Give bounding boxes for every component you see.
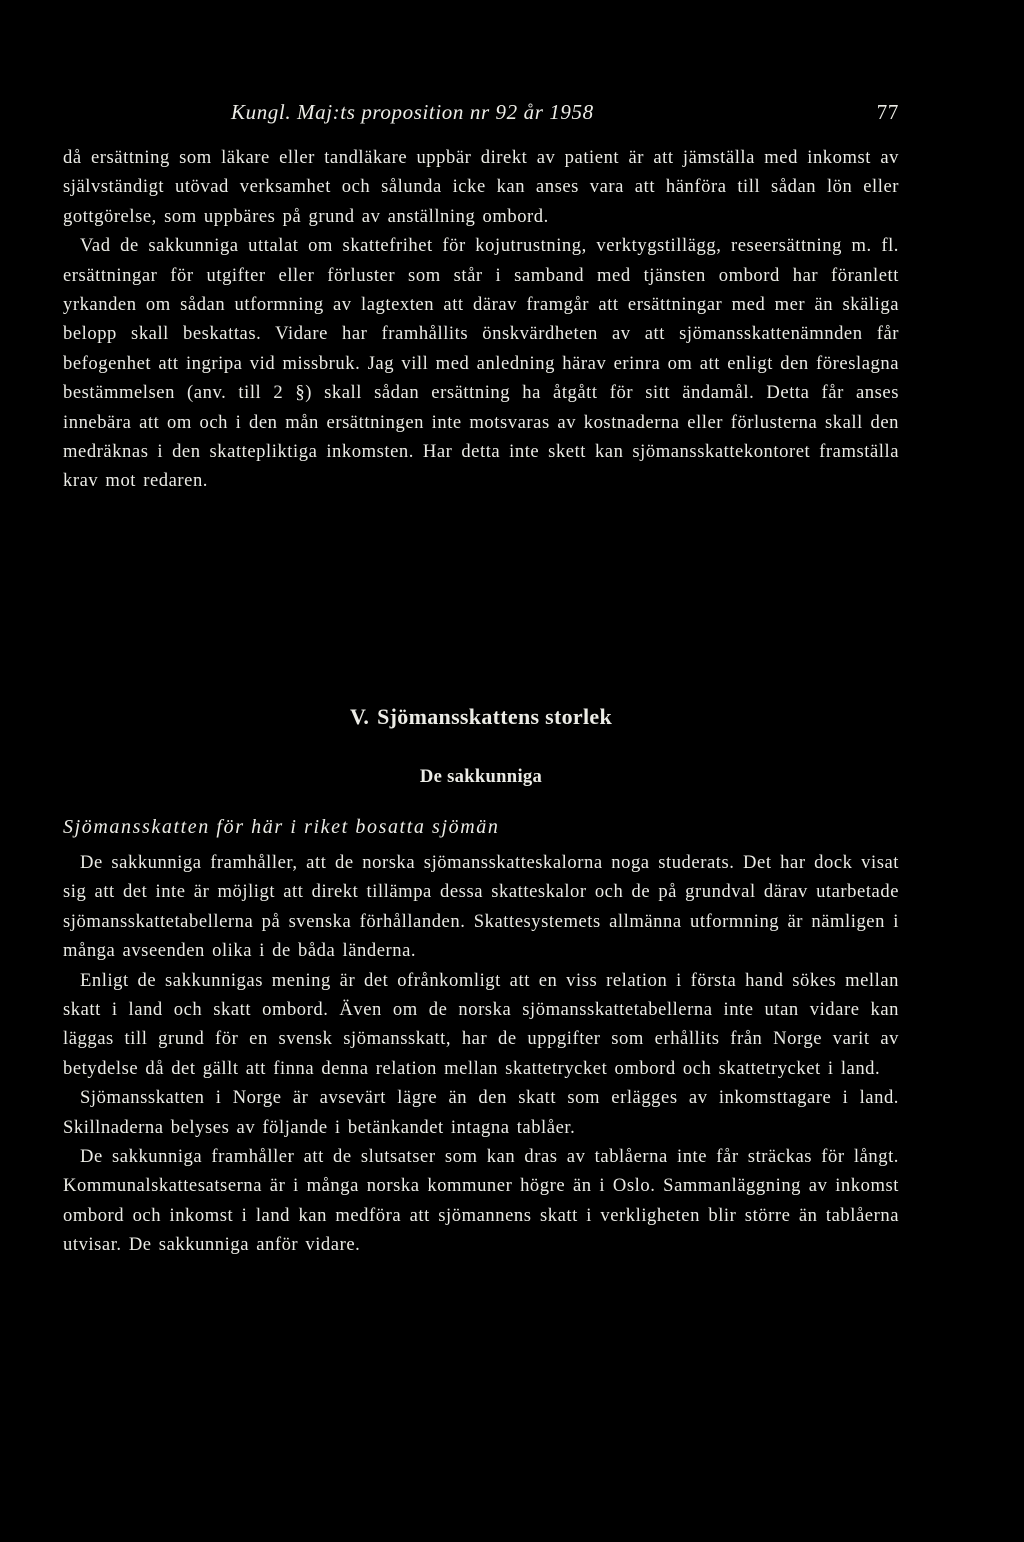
paragraph: då ersättning som läkare eller tandläkare uppbär direkt av patient är att jämställa med inkomst av självständigt utövad verksamhet och sålunda icke kan anses vara att hänföra till sådan lön eller gottgörelse, som uppbäres på grund av anställning ombord. (63, 147, 899, 227)
page-header (63, 98, 899, 134)
section-title: Sjömansskattens storlek (377, 704, 613, 729)
running-title: Kungl. Maj:ts proposition nr 92 år 1958 (231, 100, 594, 124)
paragraph: Enligt de sakkunnigas mening är det ofrånkomligt att en viss relation i första hand sökes mellan skatt i land och skatt ombord. Även om de norska sjömansskattetabellerna inte utan vidare kan läggas till grund för en svensk sjömansskatt, har de uppgifter som erhållits från Norge varit av betydelse då det gällt att finna denna relation mellan skattetrycket ombord och skattetrycket i land. (63, 969, 899, 1079)
body-text (63, 848, 899, 1260)
subsection-heading: De sakkunniga (419, 766, 543, 787)
paragraph: Vad de sakkunniga uttalat om skattefrihet för kojutrustning, verktygstillägg, reseersättning m. fl. ersättningar för utgifter eller förluster som står i samband med tjänsten ombord har föranlett yrkanden om sådan utformning av lagtexten att därav framgår att ersättningar med mer än skäliga belopp skall beskattas. Vidare har framhållits önskvärdheten av att sjömansskattenämnden får befogenhet att ingripa vid missbruk. Jag vill med anledning härav erinra om att enligt den föreslagna bestämmelsen (anv. till 2 §) skall sådan ersättning ha åtgått för sitt ändamål. Detta får anses innebära att om och i den mån ersättningen inte motsvaras av kostnaderna eller förlusterna skall den medräknas i den skattepliktiga inkomsten. Har detta inte skett kan sjömansskattekontoret framställa krav mot redaren. (63, 235, 899, 492)
section-number: V. (349, 704, 370, 729)
paragraph: De sakkunniga framhåller, att de norska sjömansskatteskalorna noga studerats. Det har dock visat sig att det inte är möjligt att direkt tillämpa dessa skatteskalor och de på grundval därav utarbetade sjömansskattetabellerna på svenska förhållanden. Skattesystemets allmänna utformning är nämligen i många avseenden olika i de båda länderna. (63, 852, 899, 962)
document-page (63, 0, 899, 1542)
page-number: 77 (876, 100, 899, 124)
intro-text (63, 143, 899, 496)
paragraph: De sakkunniga framhåller att de slutsatser som kan dras av tablåerna inte får sträckas för långt. Kommunalskattesatserna är i många norska kommuner högre än i Oslo. Sammanläggning av inkomst ombord och inkomst i land kan medföra att sjömannens skatt i verkligheten blir större än tablåerna utvisar. De sakkunniga anför vidare. (63, 1146, 899, 1256)
italic-subheading: Sjömansskatten för här i riket bosatta sjömän (63, 816, 500, 838)
section-heading (63, 704, 899, 730)
paragraph: Sjömansskatten i Norge är avsevärt lägre än den skatt som erlägges av inkomsttagare i land. Skillnaderna belyses av följande i betänkandet intagna tablåer. (63, 1087, 899, 1138)
